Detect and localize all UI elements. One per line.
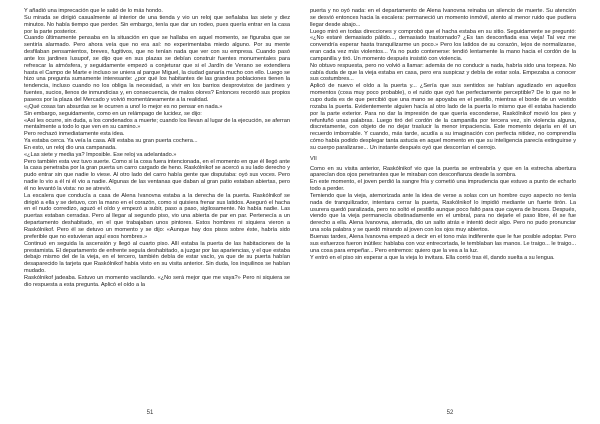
- page-number: 51: [146, 410, 154, 416]
- page-number: 52: [446, 410, 454, 416]
- paragraph: «Así les ocurre, sin duda, a los condenados a muerte; cuando los llevan al lugar de la ejecución, se aferran mentalmente a todo lo que ven en su camino.»: [24, 117, 290, 131]
- paragraph: «¿Las siete y media ya? Imposible. Ese reloj va adelantado.»: [24, 151, 177, 158]
- paragraph: Pero también esta vez tuvo suerte. Como si la cosa fuera intencionada, en el momento en que él llegó ante la casa penetraba por la gran puerta un carro cargado de heno. Raskólnikof se acercó a su lado derecho y pudo entrar sin que nadie lo viese. Al otro lado del carro había gente que disputaba: oyó sus voces. Pero nadie lo vio a él ni él vio a nadie. Algunas de las ventanas que daban al gran patio estaban abiertas, pero él no levantó la vista: no se atrevió.: [24, 158, 290, 192]
- right-text-column: [310, 8, 576, 403]
- chapter-heading: VII: [310, 155, 317, 162]
- paragraph: Y añadió una imprecación que le salió de lo más hondo.: [24, 8, 163, 14]
- paragraph: En esto, un reloj dio una campanada.: [24, 144, 117, 151]
- paragraph: Pero rechazó inmediatamente esta idea.: [24, 131, 125, 138]
- paragraph: puerta y no oyó nada: en el departamento de Alena Ivanovna reinaba un silencio de muerte. Su atención se desvió entonces hacia la escalera: permaneció un momento inmóvil, atento al menor ruido que pudiera llegar desde abajo...: [310, 8, 576, 28]
- paragraph: Buenas tardes, Alena Ivanovna empezó a decir en el tono más indiferente que le fue posible adoptar. Pero sus esfuerzos fueron inútiles: hablaba con voz entrecortada, le temblaban las manos. Le traigo... le traigo... una cosa para empeñar... Pero entremos: quiero que la vea a la luz.: [310, 234, 576, 254]
- paragraph: Raskólnikof jadeaba. Estuvo un momento vacilando. «¿No será mejor que me vaya?» Pero ni siquiera se dio respuesta a esta pregunta. Aplicó el oído a la: [24, 274, 290, 288]
- paragraph: Luego miró en todas direcciones y comprobó que el hacha estaba en su sitio. Seguidamente se preguntó: «¿No estaré demasiado pálido..., demasiado trastornado? ¿Es tan desconfiada esa vieja! Tal vez me convendría esperar hasta tranquilizarme un poco.» Pero los latidos de su corazón, lejos de normalizarse, eran cada vez más violentos... Ya no pudo contenerse: tendió lentamente la mano hacia el cordón de la campanilla y tiró. Un momento después insistió con violencia.: [310, 28, 576, 62]
- paragraph: Temiendo que la vieja, atemorizada ante la idea de verse a solas con un hombre cuyo aspecto no tenía nada de tranquilizador, intentara cerrar la puerta, Raskólnikof lo impidió mediante un fuerte tirón. La usurera quedó paralizada, pero no soltó el pestillo aunque poco faltó para que cayera de bruces. Después, viendo que la vieja permanecía obstinadamente en el umbral, para no dejarle el paso libre, él se fue derecho a ella. Alena Ivanovna, aterrada, dio un salto atrás e intentó decir algo. Pero no pudo pronunciar una sola palabra y se quedó mirando al joven con los ojos muy abiertos.: [310, 192, 576, 234]
- paragraph: La escalera que conducía a casa de Alena Ivanovna estaba a la derecha de la puerta. Raskólnikof se dirigió a ella y se detuvo, con la mano en el corazón, como si quisiera frenar sus latidos. Aseguró el hacha en el nudo corredizo, aguzó el oído y empezó a subir, paso a paso, sigilosamente. No había nadie. Las puertas estaban cerradas. Pero al llegar al segundo piso, vio una abierta de par en par. Pertenecía a un departamento deshabitado, en el que trabajaban unos pintores. Estos hombres ni siquiera vieron a Raskólnikof. Pero él se detuvo un momento y se dijo: «Aunque hay dos pisos sobre éste, habría sido preferible que no estuvieran aquí esos hombres.»: [24, 192, 290, 240]
- left-text-column: [24, 8, 290, 403]
- paragraph: Cuando últimamente pensaba en la situación en que se hallaba en aquel momento, se figuraba que se sentiría alarmado. Pero ahora veía que no era así: no experimentaba miedo alguno. Por su mente desfilaban pensamientos, breves, fugitivos, que no tenían nada que ver con su empresa. Cuando pasó ante los jardines Iusupof, se dijo que en sus plazas se debían construir fuentes monumentales para refrescar la atmósfera, y seguidamente empezó a conjeturar que si el Jardín de Verano se extendiera hasta el Campo de Marte e incluso se uniera al parque Miguel, la ciudad ganaría mucho con ello. Luego se hizo una pregunta sumamente interesante: ¿por qué los habitantes de las grandes poblaciones tienen la tendencia, incluso cuando no los obliga la necesidad, a vivir en los barrios desprovistos de jardines y fuentes, sucios, llenos de inmundicias y, en consecuencia, de malos olores? Entonces recordó sus propios paseos por la plaza del Mercado y volvió momentáneamente a la realidad.: [24, 35, 290, 103]
- paragraph: Continuó en seguida la ascensión y llegó al cuarto piso. Allí estaba la puerta de las habitaciones de la prestamista. El departamento de enfrente seguía deshabitado, a juzgar por las apariencias, y el que estaba debajo mismo del de la vieja, en el tercero, también debía de estar vacío, ya que de su puerta habían desaparecido la tarjeta que Raskólnikof había visto en su visita anterior. Sin duda, los inquilinos se habían mudado.: [24, 240, 290, 275]
- paragraph: Su mirada se dirigió casualmente al interior de una tienda y vio un reloj que señalaba las siete y diez minutos. No había tiempo que perder. Sin embargo, tenía que dar un rodeo, pues quería entrar en la casa por la parte posterior.: [24, 14, 290, 35]
- right-page: [300, 0, 600, 424]
- paragraph: Como en su visita anterior, Raskólnikof vio que la puerta se entreabría y que en la estrecha abertura aparecían dos ojos penetrantes que le miraban con desconfianza desde la sombra.: [310, 165, 576, 179]
- paragraph: No obtuvo respuesta, pero no volvió a llamar: además de no conducir a nada, habría sido una torpeza. No cabía duda de que la vieja estaba en casa, pero era suspicaz y debía de estar sola. Empezaba a conocer sus costumbres...: [310, 62, 576, 83]
- paragraph: En este momento, el joven perdió la sangre fría y cometió una imprudencia que estuvo a punto de echarlo todo a perder.: [310, 179, 576, 193]
- paragraph: Y entró en el piso sin esperar a que la vieja lo invitara. Ella corrió tras él, dando suelta a su lengua.: [310, 254, 555, 261]
- paragraph: Ya estaba cerca. Ya veía la casa. Allí estaba su gran puerta cochera...: [24, 138, 198, 145]
- paragraph: «¡Qué cosas tan absurdas se le ocurren a uno! lo mejor es no pensar en nada.»: [24, 103, 223, 110]
- paragraph: Aplicó de nuevo el oído a la puerta y... ¿Sería que sus sentidos se habían agudizado en aquellos momentos (cosa muy poco probable), o el ruido que oyó fue perfectamente perceptible? De lo que no le cupo duda es de que percibió que una mano se apoyaba en el pestillo, mientras el borde de un vestido rozaba la puerta. Evidentemente alguien hacía al otro lado de la puerta lo mismo que él estaba haciendo por la parte exterior. Para no dar la impresión de que quería esconderse, Raskólnikof movió los pies y refunfuñó unas palabras. Luego tiró del cordón de la campanilla por tercera vez, sin violencia alguna, discretamente, con objeto de no dejar traslucir la menor impaciencia. Este momento dejaría en él un recuerdo imborrable. Y cuando, más tarde, acudía a su imaginación con perfecta nitidez, no comprendía cómo había podido desplegar tanta astucia en aquel momento en que su inteligencia parecía extinguirse y su cuerpo paralizarse... Un instante después oyó que descorrían el cerrojo.: [310, 83, 576, 151]
- paragraph: Sin embargo, seguidamente, como en un relámpago de lucidez, se dijo:: [24, 110, 202, 117]
